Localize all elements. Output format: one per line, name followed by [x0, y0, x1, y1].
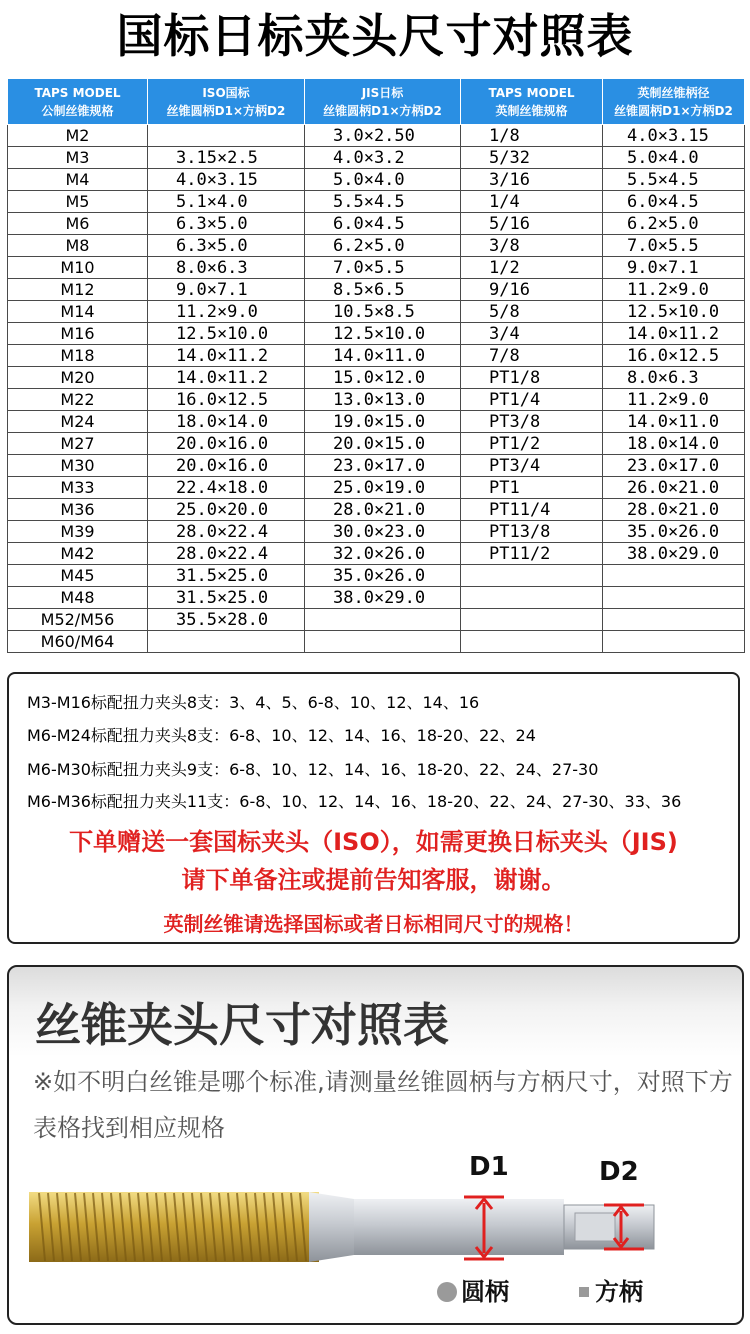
table-cell: 8.5×6.5 — [305, 279, 461, 301]
legend-round-shank: 圆柄 — [437, 1272, 509, 1307]
table-cell: 12.5×10.0 — [603, 301, 745, 323]
table-cell: 14.0×11.2 — [148, 345, 305, 367]
table-cell: 6.0×4.5 — [603, 191, 745, 213]
table-row — [8, 433, 745, 455]
table-cell: 14.0×11.2 — [148, 367, 305, 389]
table-cell: 10.5×8.5 — [305, 301, 461, 323]
table-cell: M6 — [8, 213, 148, 235]
table-cell: M52/M56 — [8, 609, 148, 631]
table-cell: 5.0×4.0 — [603, 147, 745, 169]
table-row — [8, 389, 745, 411]
table-row — [8, 147, 745, 169]
table-row — [8, 213, 745, 235]
table-cell: M45 — [8, 565, 148, 587]
table-cell: 3/4 — [461, 323, 603, 345]
square-shank-flat — [575, 1213, 615, 1241]
table-cell: M10 — [8, 257, 148, 279]
table-cell: 13.0×13.0 — [305, 389, 461, 411]
guide-title: 丝锥夹头尺寸对照表 — [35, 998, 449, 1052]
header-jis: JIS日标 丝锥圆柄D1×方柄D2 — [305, 79, 461, 125]
table-cell: M60/M64 — [8, 631, 148, 653]
table-cell: 38.0×29.0 — [305, 587, 461, 609]
gift-notice: 下单赠送一套国标夹头（ISO），如需更换日标夹头（JIS) — [69, 828, 678, 856]
table-row — [8, 191, 745, 213]
table-cell: 38.0×29.0 — [603, 543, 745, 565]
table-cell: 18.0×14.0 — [148, 411, 305, 433]
table-row — [8, 411, 745, 433]
table-cell: 6.0×4.5 — [305, 213, 461, 235]
table-cell — [305, 631, 461, 653]
table-cell: 14.0×11.0 — [305, 345, 461, 367]
page-title: 国标日标夹头尺寸对照表 — [116, 9, 634, 63]
table-cell: 20.0×16.0 — [148, 433, 305, 455]
table-cell — [461, 565, 603, 587]
table-cell — [461, 609, 603, 631]
table-cell: 6.2×5.0 — [305, 235, 461, 257]
table-row — [8, 257, 745, 279]
table-cell: 32.0×26.0 — [305, 543, 461, 565]
table-cell — [603, 609, 745, 631]
table-cell: M20 — [8, 367, 148, 389]
header-iso: ISO国标 丝锥圆柄D1×方柄D2 — [148, 79, 305, 125]
table-cell: 16.0×12.5 — [603, 345, 745, 367]
table-cell: 19.0×15.0 — [305, 411, 461, 433]
table-row — [8, 235, 745, 257]
table-cell: 5.0×4.0 — [305, 169, 461, 191]
header-imperial-shank: 英制丝锥柄径 丝锥圆柄D1×方柄D2 — [603, 79, 745, 125]
table-row — [8, 609, 745, 631]
table-cell: 35.0×26.0 — [305, 565, 461, 587]
table-row — [8, 125, 745, 147]
table-cell: PT1/8 — [461, 367, 603, 389]
table-cell: 11.2×9.0 — [603, 389, 745, 411]
table-cell: 20.0×16.0 — [148, 455, 305, 477]
table-cell: 20.0×15.0 — [305, 433, 461, 455]
note-line-m3-m16: M3-M16标配扭力夹头8支：3、4、5、6-8、10、12、14、16 — [27, 693, 480, 712]
table-cell: 28.0×22.4 — [148, 521, 305, 543]
d1-label: D1 — [469, 1152, 509, 1182]
table-cell: M12 — [8, 279, 148, 301]
size-chart-table — [7, 78, 745, 653]
note-line-m6-m36: M6-M36标配扭力夹头11支：6-8、10、12、14、16、18-20、22、24、27-30、33、36 — [27, 792, 682, 811]
table-row — [8, 521, 745, 543]
table-cell: 4.0×3.15 — [148, 169, 305, 191]
table-cell: 6.3×5.0 — [148, 235, 305, 257]
table-row — [8, 565, 745, 587]
table-cell: 5/16 — [461, 213, 603, 235]
table-cell: 5.1×4.0 — [148, 191, 305, 213]
round-shank — [354, 1199, 564, 1255]
table-cell: 28.0×22.4 — [148, 543, 305, 565]
table-cell: 9.0×7.1 — [148, 279, 305, 301]
table-cell: 1/4 — [461, 191, 603, 213]
table-cell: M22 — [8, 389, 148, 411]
table-row — [8, 279, 745, 301]
table-cell: M3 — [8, 147, 148, 169]
table-cell: 28.0×21.0 — [305, 499, 461, 521]
table-cell: 11.2×9.0 — [603, 279, 745, 301]
note-line-m6-m24: M6-M24标配扭力夹头8支：6-8、10、12、14、16、18-20、22、24 — [27, 726, 536, 745]
table-cell: 5.5×4.5 — [305, 191, 461, 213]
notes-box — [7, 672, 740, 944]
table-cell: 11.2×9.0 — [148, 301, 305, 323]
table-cell: 8.0×6.3 — [603, 367, 745, 389]
table-row — [8, 367, 745, 389]
table-cell: 7.0×5.5 — [305, 257, 461, 279]
table-cell: M36 — [8, 499, 148, 521]
table-cell: 5/32 — [461, 147, 603, 169]
table-cell: M18 — [8, 345, 148, 367]
table-cell: 25.0×20.0 — [148, 499, 305, 521]
table-row — [8, 345, 745, 367]
table-cell: M16 — [8, 323, 148, 345]
table-cell: 15.0×12.0 — [305, 367, 461, 389]
table-cell: 6.3×5.0 — [148, 213, 305, 235]
table-cell: 12.5×10.0 — [148, 323, 305, 345]
table-cell: 7/8 — [461, 345, 603, 367]
table-cell: M30 — [8, 455, 148, 477]
table-cell: 1/2 — [461, 257, 603, 279]
table-row — [8, 169, 745, 191]
table-row — [8, 587, 745, 609]
table-cell: 18.0×14.0 — [603, 433, 745, 455]
table-cell — [603, 587, 745, 609]
table-header-row — [8, 79, 745, 125]
table-cell: 4.0×3.2 — [305, 147, 461, 169]
table-cell: 16.0×12.5 — [148, 389, 305, 411]
table-cell: 9/16 — [461, 279, 603, 301]
note-line-m6-m30: M6-M30标配扭力夹头9支：6-8、10、12、14、16、18-20、22、24、27-30 — [27, 760, 599, 779]
table-cell: 31.5×25.0 — [148, 587, 305, 609]
table-cell: PT11/2 — [461, 543, 603, 565]
table-cell: 3.15×2.5 — [148, 147, 305, 169]
legend-square-shank: 方柄 — [579, 1272, 643, 1307]
table-cell: 9.0×7.1 — [603, 257, 745, 279]
table-cell: M4 — [8, 169, 148, 191]
table-row — [8, 477, 745, 499]
table-cell: M8 — [8, 235, 148, 257]
table-cell: 4.0×3.15 — [603, 125, 745, 147]
table-cell: PT11/4 — [461, 499, 603, 521]
table-row — [8, 543, 745, 565]
table-cell: 31.5×25.0 — [148, 565, 305, 587]
table-cell: 5.5×4.5 — [603, 169, 745, 191]
table-cell: PT1/4 — [461, 389, 603, 411]
table-cell: 35.5×28.0 — [148, 609, 305, 631]
table-cell — [603, 565, 745, 587]
table-cell — [603, 631, 745, 653]
table-row — [8, 323, 745, 345]
d2-label: D2 — [599, 1157, 639, 1187]
table-cell — [148, 631, 305, 653]
table-cell: 12.5×10.0 — [305, 323, 461, 345]
table-cell: 8.0×6.3 — [148, 257, 305, 279]
table-cell: 14.0×11.2 — [603, 323, 745, 345]
table-cell: 26.0×21.0 — [603, 477, 745, 499]
round-dot-icon — [437, 1282, 457, 1302]
guide-panel — [7, 965, 744, 1325]
table-cell: 3/16 — [461, 169, 603, 191]
table-cell: 23.0×17.0 — [603, 455, 745, 477]
table-cell: M42 — [8, 543, 148, 565]
table-cell: 23.0×17.0 — [305, 455, 461, 477]
tap-neck — [309, 1192, 354, 1262]
table-cell: 7.0×5.5 — [603, 235, 745, 257]
table-cell: M48 — [8, 587, 148, 609]
table-row — [8, 631, 745, 653]
table-cell: 3/8 — [461, 235, 603, 257]
table-cell: 6.2×5.0 — [603, 213, 745, 235]
table-cell: M24 — [8, 411, 148, 433]
tap-illustration — [9, 967, 742, 1323]
table-cell: 14.0×11.0 — [603, 411, 745, 433]
guide-description: ※如不明白丝锥是哪个标准,请测量丝锥圆柄与方柄尺寸，对照下方表格找到相应规格 — [33, 1068, 733, 1142]
table-cell — [461, 587, 603, 609]
table-row — [8, 499, 745, 521]
table-cell: M33 — [8, 477, 148, 499]
table-cell: 3.0×2.50 — [305, 125, 461, 147]
table-cell: M39 — [8, 521, 148, 543]
header-imperial-model: TAPS MODEL 英制丝锥规格 — [461, 79, 603, 125]
table-cell: 25.0×19.0 — [305, 477, 461, 499]
table-cell: PT3/4 — [461, 455, 603, 477]
table-cell: 30.0×23.0 — [305, 521, 461, 543]
table-cell: M2 — [8, 125, 148, 147]
table-cell: M27 — [8, 433, 148, 455]
contact-notice: 请下单备注或提前告知客服，谢谢。 — [181, 866, 566, 894]
table-cell: M5 — [8, 191, 148, 213]
tap-thread-section — [29, 1192, 319, 1262]
header-metric-model: TAPS MODEL 公制丝锥规格 — [8, 79, 148, 125]
imperial-notice: 英制丝锥请选择国标或者日标相同尺寸的规格！ — [163, 912, 584, 936]
table-cell: 35.0×26.0 — [603, 521, 745, 543]
table-cell: 28.0×21.0 — [603, 499, 745, 521]
table-cell: PT13/8 — [461, 521, 603, 543]
table-cell: 22.4×18.0 — [148, 477, 305, 499]
table-row — [8, 301, 745, 323]
table-cell: PT3/8 — [461, 411, 603, 433]
table-cell: 1/8 — [461, 125, 603, 147]
square-dot-icon — [579, 1287, 589, 1297]
table-cell — [461, 631, 603, 653]
table-cell: PT1/2 — [461, 433, 603, 455]
table-row — [8, 455, 745, 477]
table-cell: M14 — [8, 301, 148, 323]
table-cell — [148, 125, 305, 147]
table-cell: 5/8 — [461, 301, 603, 323]
table-cell: PT1 — [461, 477, 603, 499]
table-cell — [305, 609, 461, 631]
